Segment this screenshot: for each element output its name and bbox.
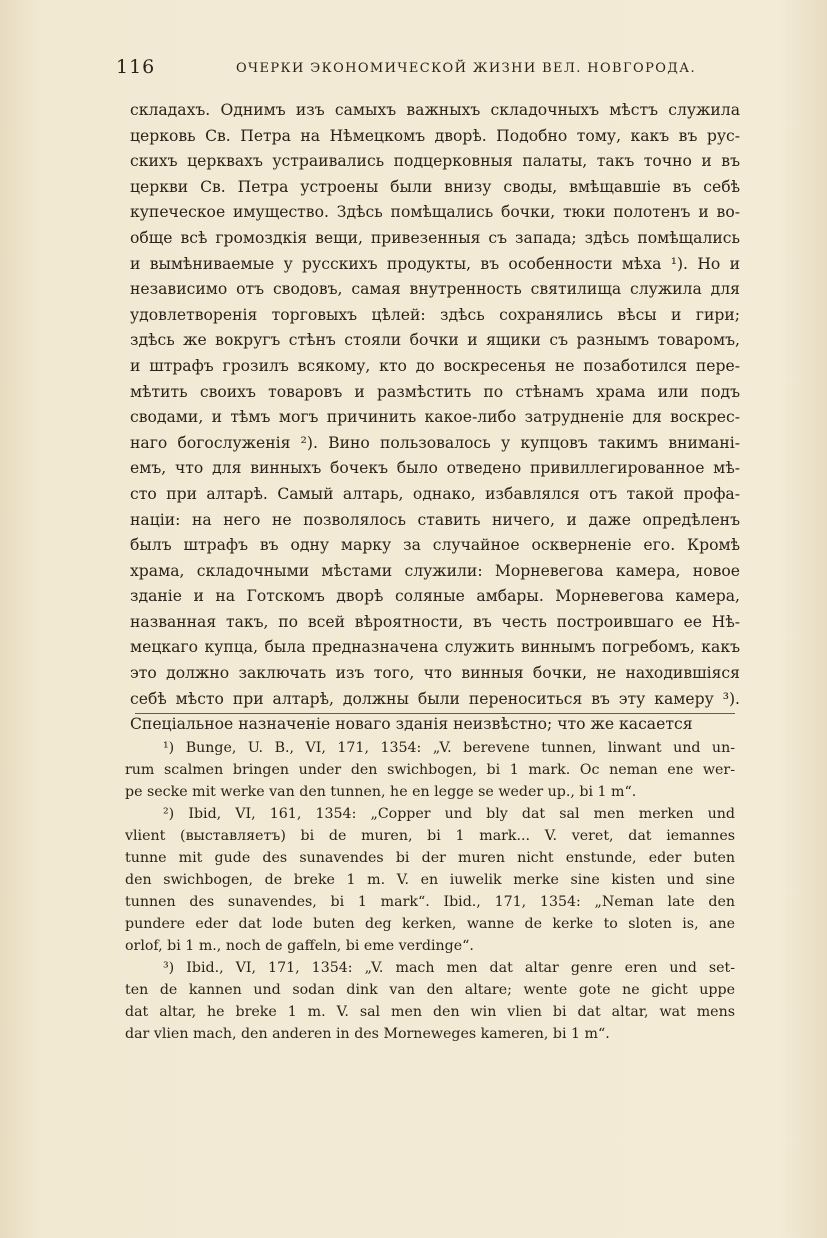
- text-line: наго богослуженія ²). Вино пользовалось у купцовъ такимъ вниманi-: [130, 433, 740, 452]
- text-line: обще всѣ громоздкія вещи, привезенныя съ запада; здѣсь помѣщались: [130, 228, 740, 247]
- text-line: скихъ церквахъ устраивались подцерковныя палаты, такъ точно и въ: [130, 152, 740, 171]
- text-line: мецкаго купца, была предназначена служить виннымъ погребомъ, какъ: [130, 638, 740, 657]
- footnote-2: [125, 803, 735, 957]
- footnote-line: rum scalmen bringen under den swichbogen, bi 1 mark. Oc neman ene wer-: [125, 762, 735, 778]
- footnote-line: ³) Ibid., VI, 171, 1354: „V. mach men dat altar genre eren und set-: [163, 960, 735, 976]
- text-line: церкви Св. Петра устроены были внизу своды, вмѣщавшіе въ себѣ: [130, 177, 740, 196]
- footnote-1: [125, 737, 735, 803]
- page-header: [116, 56, 746, 84]
- running-title: ОЧЕРКИ ЭКОНОМИЧЕСКОЙ ЖИЗНИ ВЕЛ. НОВГОРОДА.: [236, 61, 697, 76]
- footnote-line: pundere eder dat lode buten deg kerken, wanne de kerke to sloten is, ane: [125, 916, 735, 932]
- footnote-3: [125, 957, 735, 1045]
- text-line: церковь Св. Петра на Нѣмецкомъ дворѣ. Подобно тому, какъ въ рус-: [130, 126, 740, 145]
- text-line: купеческое имущество. Здѣсь помѣщались бочки, тюки полотенъ и во-: [130, 203, 740, 222]
- footnote-line: tunne mit gude des sunavendes bi der muren nicht enstunde, eder buten: [125, 850, 735, 866]
- text-line: здѣсь же вокругъ стѣнъ стояли бочки и ящики съ разнымъ товаромъ,: [130, 331, 740, 350]
- footnote-line: den swichbogen, de breke 1 m. V. en iuwelik merke sine kisten und sine: [125, 872, 735, 888]
- footnote-line: tunnen des sunavendes, bi 1 mark“. Ibid., 171, 1354: „Neman late den: [125, 894, 735, 910]
- text-line: емъ, что для винныхъ бочекъ было отведено привиллегированное мѣ-: [130, 459, 740, 478]
- text-line: Спеціальное назначеніе новаго зданія неизвѣстно; что же касается: [130, 715, 693, 734]
- footnote-line: vlient (выставляетъ) bi de muren, bi 1 mark... V. veret, dat iemannes: [125, 828, 735, 844]
- footnote-line: ²) Ibid, VI, 161, 1354: „Copper und bly dat sal men merken und: [163, 806, 735, 822]
- text-line: и штрафъ грозилъ всякому, кто до воскресенья не позаботился пере-: [130, 356, 740, 375]
- footnote-line: pe secke mit werke van den tunnen, he en legge se weder up., bi 1 m“.: [125, 784, 637, 800]
- text-line: себѣ мѣсто при алтарѣ, должны были переноситься въ эту камеру ³).: [130, 689, 740, 708]
- text-line: націи: на него не позволялось ставить ничего, и даже опредѣленъ: [130, 510, 740, 529]
- text-line: независимо отъ сводовъ, самая внутренность святилища служила для: [130, 280, 740, 299]
- footnote-line: orlof, bi 1 m., noch de gaffeln, bi eme verdinge“.: [125, 938, 474, 954]
- body-text: [130, 98, 740, 738]
- footnote-separator: [135, 713, 735, 714]
- text-line: сводами, и тѣмъ могъ причинить какое-либо затрудненіе для воскрес-: [130, 408, 740, 427]
- footnote-line: dat altar, he breke 1 m. V. sal men den win vlien bi dat altar, wat mens: [125, 1004, 735, 1020]
- text-line: зданіе и на Готскомъ дворѣ соляные амбары. Морневегова камера,: [130, 587, 740, 606]
- text-line: названная такъ, по всей вѣроятности, въ честь построившаго ее Нѣ-: [130, 612, 740, 631]
- footnote-line: dar vlien mach, den anderen in des Morneweges kameren, bi 1 m“.: [125, 1026, 610, 1042]
- footnote-line: ten de kannen und sodan dink van den altare; wente gote ne gicht uppe: [125, 982, 735, 998]
- text-line: и вымѣниваемые у русскихъ продукты, въ особенности мѣха ¹). Но и: [130, 254, 740, 273]
- text-line: сто при алтарѣ. Самый алтарь, однако, избавлялся отъ такой профа-: [130, 484, 740, 503]
- footnote-line: ¹) Bunge, U. B., VI, 171, 1354: „V. berevene tunnen, linwant und un-: [163, 740, 735, 756]
- page-number: 116: [116, 56, 156, 78]
- text-line: это должно заключать изъ того, что винныя бочки, не находившіяся: [130, 664, 740, 683]
- text-line: мѣтить своихъ товаровъ и размѣстить по стѣнамъ храма или подъ: [130, 382, 740, 401]
- text-line: храма, складочными мѣстами служили: Морневегова камера, новое: [130, 561, 740, 580]
- footnotes: [125, 737, 735, 1045]
- text-line: складахъ. Однимъ изъ самыхъ важныхъ складочныхъ мѣстъ служила: [130, 101, 740, 119]
- text-line: удовлетворенія торговыхъ цѣлей: здѣсь сохранялись вѣсы и гири;: [130, 305, 740, 324]
- text-line: былъ штрафъ въ одну марку за случайное оскверненіе его. Кромѣ: [130, 536, 740, 555]
